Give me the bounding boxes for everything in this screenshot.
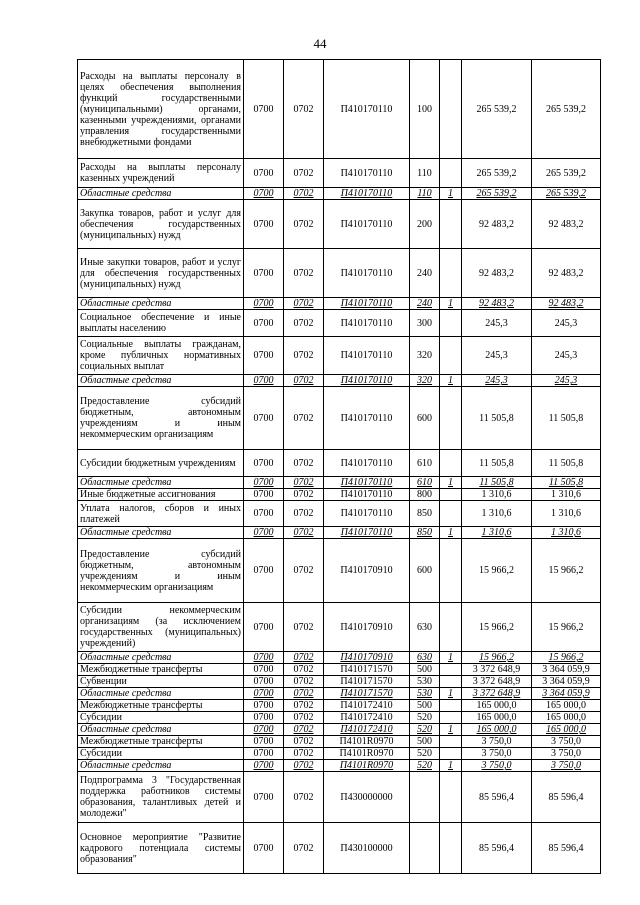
cell-expense-type: 500 xyxy=(410,700,440,712)
cell-amount-1: 15 966,2 xyxy=(462,539,532,603)
cell-target-article: П4101R0970 xyxy=(324,748,410,760)
cell-amount-2: 92 483,2 xyxy=(532,249,601,298)
cell-name: Субсидии некоммерческим организациям (за исключением государственных (муниципальных) учреждений) xyxy=(78,603,244,652)
cell-amount-1: 92 483,2 xyxy=(462,200,532,249)
cell-source xyxy=(440,539,462,603)
cell-target-article: П410170910 xyxy=(324,603,410,652)
cell-source xyxy=(440,310,462,337)
cell-subsection: 0702 xyxy=(284,375,324,387)
cell-name: Социальные выплаты гражданам, кроме публичных нормативных социальных выплат xyxy=(78,337,244,375)
cell-subsection: 0702 xyxy=(284,736,324,748)
cell-amount-1: 11 505,8 xyxy=(462,387,532,450)
cell-amount-1: 85 596,4 xyxy=(462,772,532,823)
cell-subsection: 0702 xyxy=(284,337,324,375)
table-row xyxy=(78,652,601,664)
table-row xyxy=(78,337,601,375)
cell-expense-type: 300 xyxy=(410,310,440,337)
cell-section: 0700 xyxy=(244,748,284,760)
cell-expense-type: 630 xyxy=(410,652,440,664)
cell-amount-2: 15 966,2 xyxy=(532,603,601,652)
cell-name: Межбюджетные трансферты xyxy=(78,664,244,676)
cell-section: 0700 xyxy=(244,736,284,748)
cell-amount-2: 3 364 059,9 xyxy=(532,688,601,700)
cell-section: 0700 xyxy=(244,823,284,874)
cell-section: 0700 xyxy=(244,501,284,527)
cell-expense-type xyxy=(410,772,440,823)
cell-source xyxy=(440,700,462,712)
cell-amount-1: 3 372 648,9 xyxy=(462,664,532,676)
table-row xyxy=(78,450,601,477)
cell-amount-2: 85 596,4 xyxy=(532,823,601,874)
cell-target-article: П410170110 xyxy=(324,337,410,375)
cell-target-article: П410172410 xyxy=(324,724,410,736)
cell-expense-type: 850 xyxy=(410,527,440,539)
cell-amount-2: 165 000,0 xyxy=(532,724,601,736)
cell-amount-1: 165 000,0 xyxy=(462,724,532,736)
cell-expense-type: 200 xyxy=(410,200,440,249)
cell-section: 0700 xyxy=(244,664,284,676)
cell-expense-type: 520 xyxy=(410,724,440,736)
cell-subsection: 0702 xyxy=(284,159,324,188)
cell-subsection: 0702 xyxy=(284,387,324,450)
cell-expense-type: 610 xyxy=(410,477,440,489)
cell-expense-type: 320 xyxy=(410,337,440,375)
cell-amount-2: 15 966,2 xyxy=(532,539,601,603)
cell-section: 0700 xyxy=(244,489,284,501)
cell-amount-1: 92 483,2 xyxy=(462,298,532,310)
cell-name: Областные средства xyxy=(78,688,244,700)
cell-amount-2: 11 505,8 xyxy=(532,450,601,477)
cell-section: 0700 xyxy=(244,450,284,477)
table-row xyxy=(78,772,601,823)
table-row xyxy=(78,736,601,748)
cell-amount-2: 3 750,0 xyxy=(532,736,601,748)
cell-amount-1: 15 966,2 xyxy=(462,603,532,652)
cell-source xyxy=(440,603,462,652)
cell-subsection: 0702 xyxy=(284,748,324,760)
cell-section: 0700 xyxy=(244,249,284,298)
cell-source xyxy=(440,712,462,724)
cell-amount-2: 165 000,0 xyxy=(532,700,601,712)
cell-subsection: 0702 xyxy=(284,700,324,712)
cell-subsection: 0702 xyxy=(284,652,324,664)
cell-subsection: 0702 xyxy=(284,489,324,501)
cell-name: Расходы на выплаты персоналу в целях обеспечения выполнения функций государственными (муниципальными) органами, казенными учреждениями, органами управления государственными внебюджетными фондами xyxy=(78,60,244,159)
cell-name: Социальное обеспечение и иные выплаты населению xyxy=(78,310,244,337)
table-row xyxy=(78,501,601,527)
cell-expense-type: 530 xyxy=(410,688,440,700)
page-number: 44 xyxy=(313,36,327,51)
cell-subsection: 0702 xyxy=(284,664,324,676)
cell-expense-type: 520 xyxy=(410,712,440,724)
cell-subsection: 0702 xyxy=(284,603,324,652)
cell-source xyxy=(440,664,462,676)
cell-amount-2: 92 483,2 xyxy=(532,298,601,310)
cell-amount-1: 245,3 xyxy=(462,375,532,387)
cell-source: 1 xyxy=(440,298,462,310)
cell-subsection: 0702 xyxy=(284,450,324,477)
cell-target-article: П4101R0970 xyxy=(324,760,410,772)
cell-amount-2: 1 310,6 xyxy=(532,489,601,501)
cell-source xyxy=(440,736,462,748)
cell-amount-1: 265 539,2 xyxy=(462,60,532,159)
cell-amount-2: 1 310,6 xyxy=(532,501,601,527)
cell-subsection: 0702 xyxy=(284,477,324,489)
table-row xyxy=(78,676,601,688)
cell-subsection: 0702 xyxy=(284,200,324,249)
cell-target-article: П410170110 xyxy=(324,501,410,527)
cell-section: 0700 xyxy=(244,603,284,652)
cell-target-article: П410170110 xyxy=(324,450,410,477)
cell-amount-2: 85 596,4 xyxy=(532,772,601,823)
cell-target-article: П410170110 xyxy=(324,387,410,450)
cell-amount-1: 1 310,6 xyxy=(462,501,532,527)
cell-amount-2: 265 539,2 xyxy=(532,188,601,200)
cell-target-article: П410170110 xyxy=(324,159,410,188)
cell-amount-1: 85 596,4 xyxy=(462,823,532,874)
table-row xyxy=(78,249,601,298)
cell-name: Областные средства xyxy=(78,652,244,664)
cell-subsection: 0702 xyxy=(284,501,324,527)
cell-source: 1 xyxy=(440,652,462,664)
cell-expense-type: 600 xyxy=(410,539,440,603)
cell-subsection: 0702 xyxy=(284,188,324,200)
cell-amount-1: 92 483,2 xyxy=(462,249,532,298)
table-row xyxy=(78,603,601,652)
table-row xyxy=(78,748,601,760)
cell-amount-1: 11 505,8 xyxy=(462,477,532,489)
cell-amount-2: 15 966,2 xyxy=(532,652,601,664)
cell-amount-1: 3 750,0 xyxy=(462,736,532,748)
cell-target-article: П410172410 xyxy=(324,700,410,712)
cell-target-article: П410170910 xyxy=(324,539,410,603)
cell-amount-1: 245,3 xyxy=(462,337,532,375)
cell-section: 0700 xyxy=(244,539,284,603)
cell-expense-type: 610 xyxy=(410,450,440,477)
cell-source xyxy=(440,501,462,527)
cell-target-article: П410170110 xyxy=(324,310,410,337)
cell-target-article: П410170910 xyxy=(324,652,410,664)
cell-target-article: П410170110 xyxy=(324,527,410,539)
table-row xyxy=(78,539,601,603)
cell-name: Областные средства xyxy=(78,298,244,310)
cell-section: 0700 xyxy=(244,772,284,823)
cell-section: 0700 xyxy=(244,724,284,736)
table-row xyxy=(78,387,601,450)
cell-name: Межбюджетные трансферты xyxy=(78,736,244,748)
table-row xyxy=(78,298,601,310)
cell-subsection: 0702 xyxy=(284,712,324,724)
table-row xyxy=(78,188,601,200)
cell-source xyxy=(440,159,462,188)
cell-expense-type: 630 xyxy=(410,603,440,652)
table-row xyxy=(78,700,601,712)
cell-amount-2: 245,3 xyxy=(532,310,601,337)
cell-source xyxy=(440,200,462,249)
cell-source: 1 xyxy=(440,724,462,736)
table-row xyxy=(78,159,601,188)
cell-section: 0700 xyxy=(244,712,284,724)
cell-amount-1: 245,3 xyxy=(462,310,532,337)
cell-expense-type xyxy=(410,823,440,874)
cell-target-article: П430100000 xyxy=(324,823,410,874)
cell-source: 1 xyxy=(440,188,462,200)
cell-amount-2: 3 364 059,9 xyxy=(532,676,601,688)
table-row xyxy=(78,489,601,501)
cell-amount-2: 165 000,0 xyxy=(532,712,601,724)
cell-source xyxy=(440,249,462,298)
cell-expense-type: 800 xyxy=(410,489,440,501)
table-row xyxy=(78,688,601,700)
cell-amount-1: 3 372 648,9 xyxy=(462,688,532,700)
cell-amount-1: 3 750,0 xyxy=(462,760,532,772)
cell-expense-type: 520 xyxy=(410,760,440,772)
cell-source xyxy=(440,337,462,375)
table-row xyxy=(78,664,601,676)
cell-expense-type: 500 xyxy=(410,664,440,676)
cell-name: Областные средства xyxy=(78,527,244,539)
cell-section: 0700 xyxy=(244,477,284,489)
cell-source xyxy=(440,823,462,874)
cell-expense-type: 530 xyxy=(410,676,440,688)
cell-name: Субсидии xyxy=(78,748,244,760)
budget-table xyxy=(77,59,601,874)
cell-amount-2: 265 539,2 xyxy=(532,60,601,159)
cell-amount-1: 165 000,0 xyxy=(462,712,532,724)
cell-subsection: 0702 xyxy=(284,724,324,736)
cell-subsection: 0702 xyxy=(284,823,324,874)
cell-source xyxy=(440,489,462,501)
table-row xyxy=(78,527,601,539)
table-row xyxy=(78,60,601,159)
cell-subsection: 0702 xyxy=(284,310,324,337)
cell-amount-2: 92 483,2 xyxy=(532,200,601,249)
cell-source: 1 xyxy=(440,760,462,772)
cell-subsection: 0702 xyxy=(284,298,324,310)
cell-source xyxy=(440,450,462,477)
cell-target-article: П410170110 xyxy=(324,375,410,387)
cell-name: Межбюджетные трансферты xyxy=(78,700,244,712)
cell-section: 0700 xyxy=(244,527,284,539)
cell-subsection: 0702 xyxy=(284,688,324,700)
cell-target-article: П410170110 xyxy=(324,477,410,489)
cell-section: 0700 xyxy=(244,652,284,664)
table-row xyxy=(78,477,601,489)
cell-expense-type: 600 xyxy=(410,387,440,450)
cell-expense-type: 320 xyxy=(410,375,440,387)
table-row xyxy=(78,310,601,337)
cell-section: 0700 xyxy=(244,159,284,188)
table-row xyxy=(78,712,601,724)
cell-expense-type: 110 xyxy=(410,159,440,188)
cell-name: Иные бюджетные ассигнования xyxy=(78,489,244,501)
cell-amount-1: 265 539,2 xyxy=(462,159,532,188)
cell-target-article: П430000000 xyxy=(324,772,410,823)
cell-section: 0700 xyxy=(244,676,284,688)
cell-name: Областные средства xyxy=(78,375,244,387)
cell-section: 0700 xyxy=(244,760,284,772)
table-row xyxy=(78,823,601,874)
cell-source: 1 xyxy=(440,527,462,539)
cell-section: 0700 xyxy=(244,200,284,249)
cell-subsection: 0702 xyxy=(284,527,324,539)
cell-amount-1: 15 966,2 xyxy=(462,652,532,664)
cell-section: 0700 xyxy=(244,60,284,159)
cell-name: Областные средства xyxy=(78,477,244,489)
cell-target-article: П410170110 xyxy=(324,60,410,159)
cell-expense-type: 110 xyxy=(410,188,440,200)
cell-name: Предоставление субсидий бюджетным, автономным учреждениям и иным некоммерческим организациям xyxy=(78,387,244,450)
cell-amount-1: 1 310,6 xyxy=(462,527,532,539)
cell-expense-type: 500 xyxy=(410,736,440,748)
cell-target-article: П410172410 xyxy=(324,712,410,724)
cell-target-article: П410170110 xyxy=(324,249,410,298)
cell-amount-1: 1 310,6 xyxy=(462,489,532,501)
cell-target-article: П410170110 xyxy=(324,298,410,310)
cell-subsection: 0702 xyxy=(284,539,324,603)
cell-target-article: П4101R0970 xyxy=(324,736,410,748)
cell-name: Расходы на выплаты персоналу казенных учреждений xyxy=(78,159,244,188)
cell-source xyxy=(440,676,462,688)
cell-name: Основное мероприятие "Развитие кадрового потенциала системы образования" xyxy=(78,823,244,874)
cell-source xyxy=(440,387,462,450)
cell-subsection: 0702 xyxy=(284,249,324,298)
cell-subsection: 0702 xyxy=(284,676,324,688)
cell-expense-type: 520 xyxy=(410,748,440,760)
cell-name: Субсидии xyxy=(78,712,244,724)
cell-amount-2: 3 364 059,9 xyxy=(532,664,601,676)
cell-section: 0700 xyxy=(244,188,284,200)
cell-amount-2: 245,3 xyxy=(532,337,601,375)
cell-source: 1 xyxy=(440,477,462,489)
cell-name: Областные средства xyxy=(78,724,244,736)
table-row xyxy=(78,760,601,772)
cell-target-article: П410170110 xyxy=(324,489,410,501)
cell-source xyxy=(440,60,462,159)
cell-name: Предоставление субсидий бюджетным, автономным учреждениям и иным некоммерческим организациям xyxy=(78,539,244,603)
cell-source: 1 xyxy=(440,375,462,387)
cell-name: Подпрограмма 3 "Государственная поддержка работников системы образования, талантливых детей и молодежи" xyxy=(78,772,244,823)
cell-amount-2: 3 750,0 xyxy=(532,760,601,772)
cell-amount-1: 11 505,8 xyxy=(462,450,532,477)
cell-subsection: 0702 xyxy=(284,760,324,772)
cell-section: 0700 xyxy=(244,375,284,387)
cell-section: 0700 xyxy=(244,688,284,700)
cell-amount-1: 3 372 648,9 xyxy=(462,676,532,688)
cell-section: 0700 xyxy=(244,387,284,450)
cell-name: Областные средства xyxy=(78,760,244,772)
cell-section: 0700 xyxy=(244,700,284,712)
cell-amount-1: 3 750,0 xyxy=(462,748,532,760)
cell-target-article: П410171570 xyxy=(324,664,410,676)
cell-subsection: 0702 xyxy=(284,60,324,159)
cell-amount-1: 265 539,2 xyxy=(462,188,532,200)
cell-amount-2: 11 505,8 xyxy=(532,387,601,450)
cell-amount-2: 245,3 xyxy=(532,375,601,387)
cell-target-article: П410170110 xyxy=(324,200,410,249)
cell-source: 1 xyxy=(440,688,462,700)
table-row xyxy=(78,200,601,249)
cell-amount-2: 265 539,2 xyxy=(532,159,601,188)
cell-target-article: П410171570 xyxy=(324,688,410,700)
cell-amount-2: 3 750,0 xyxy=(532,748,601,760)
cell-section: 0700 xyxy=(244,337,284,375)
cell-amount-2: 11 505,8 xyxy=(532,477,601,489)
cell-name: Иные закупки товаров, работ и услуг для обеспечения государственных (муниципальных) нужд xyxy=(78,249,244,298)
cell-expense-type: 850 xyxy=(410,501,440,527)
table-row xyxy=(78,375,601,387)
cell-source xyxy=(440,748,462,760)
cell-section: 0700 xyxy=(244,298,284,310)
table-row xyxy=(78,724,601,736)
cell-section: 0700 xyxy=(244,310,284,337)
cell-subsection: 0702 xyxy=(284,772,324,823)
cell-target-article: П410170110 xyxy=(324,188,410,200)
cell-name: Субсидии бюджетным учреждениям xyxy=(78,450,244,477)
cell-name: Закупка товаров, работ и услуг для обеспечения государственных (муниципальных) нужд xyxy=(78,200,244,249)
cell-target-article: П410171570 xyxy=(324,676,410,688)
cell-amount-2: 1 310,6 xyxy=(532,527,601,539)
cell-expense-type: 240 xyxy=(410,249,440,298)
cell-name: Уплата налогов, сборов и иных платежей xyxy=(78,501,244,527)
cell-expense-type: 100 xyxy=(410,60,440,159)
cell-expense-type: 240 xyxy=(410,298,440,310)
cell-name: Субвенции xyxy=(78,676,244,688)
cell-name: Областные средства xyxy=(78,188,244,200)
cell-amount-1: 165 000,0 xyxy=(462,700,532,712)
cell-source xyxy=(440,772,462,823)
